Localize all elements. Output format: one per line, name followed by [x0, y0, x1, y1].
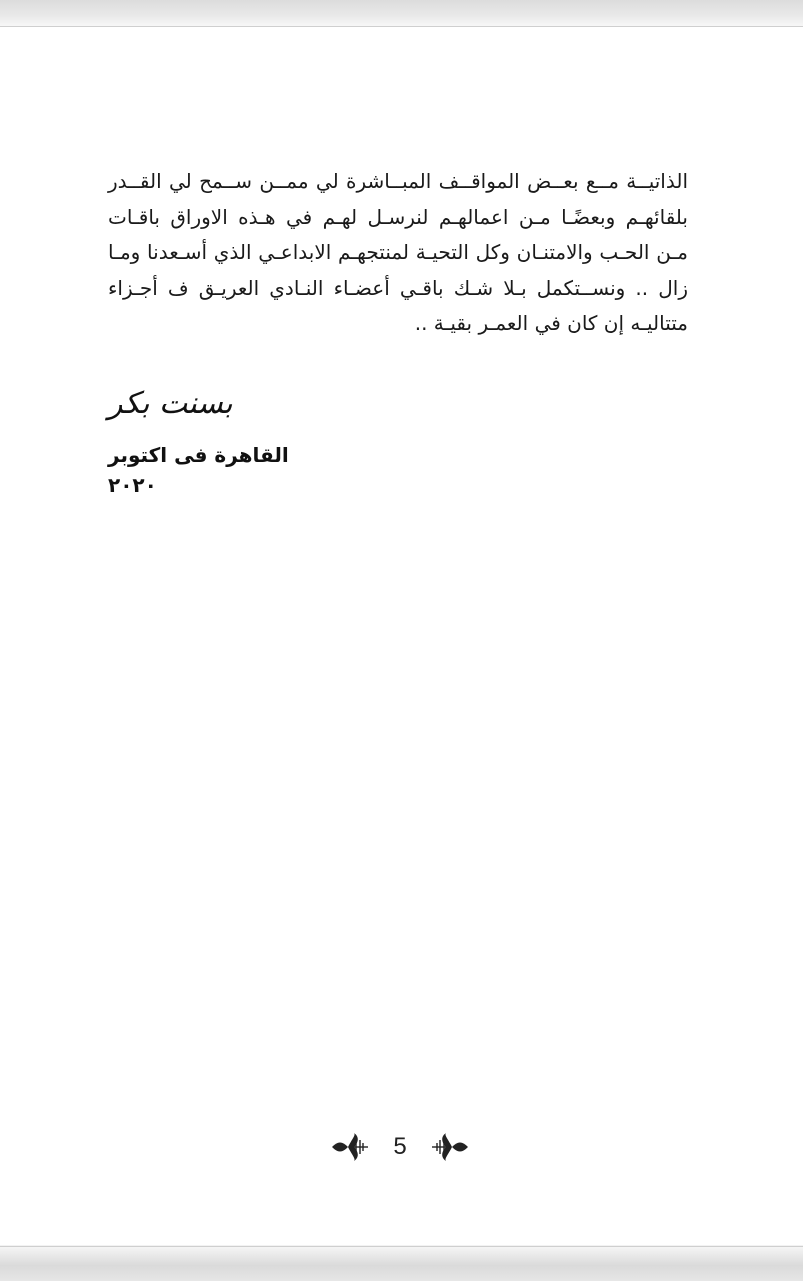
fleuron-ornament-icon [430, 1131, 470, 1163]
fleuron-ornament-icon [330, 1131, 370, 1163]
body-paragraph: الذاتيــة مــع بعــض المواقــف المبــاشرة لي ممــن ســمح لي القــدر بلقائهـم وبعضًـا مـن اعمالهـم لنرسـل لهـم في هـذه الاوراق باقـات مـن الحـب والامتنـان وكل التحيـة لمنتجهـم الابداعـي الذي أسـعدنا ومـا زال .. ونســتكمل بـلا شـك باقـي أعضـاء النـادي العريـق ف أجـزاء متتاليـه إن كان في العمـر بقيـة .. [108, 169, 688, 335]
page-footer [300, 1125, 500, 1169]
place-and-date: القاهرة فى اكتوبر ٢٠٢٠ [108, 443, 289, 497]
document-page [0, 27, 803, 1245]
bottom-page-edge [0, 1246, 803, 1281]
page-number: 5 [393, 1133, 407, 1160]
top-page-edge [0, 0, 803, 27]
author-signature: بسنت بكر [108, 386, 233, 421]
